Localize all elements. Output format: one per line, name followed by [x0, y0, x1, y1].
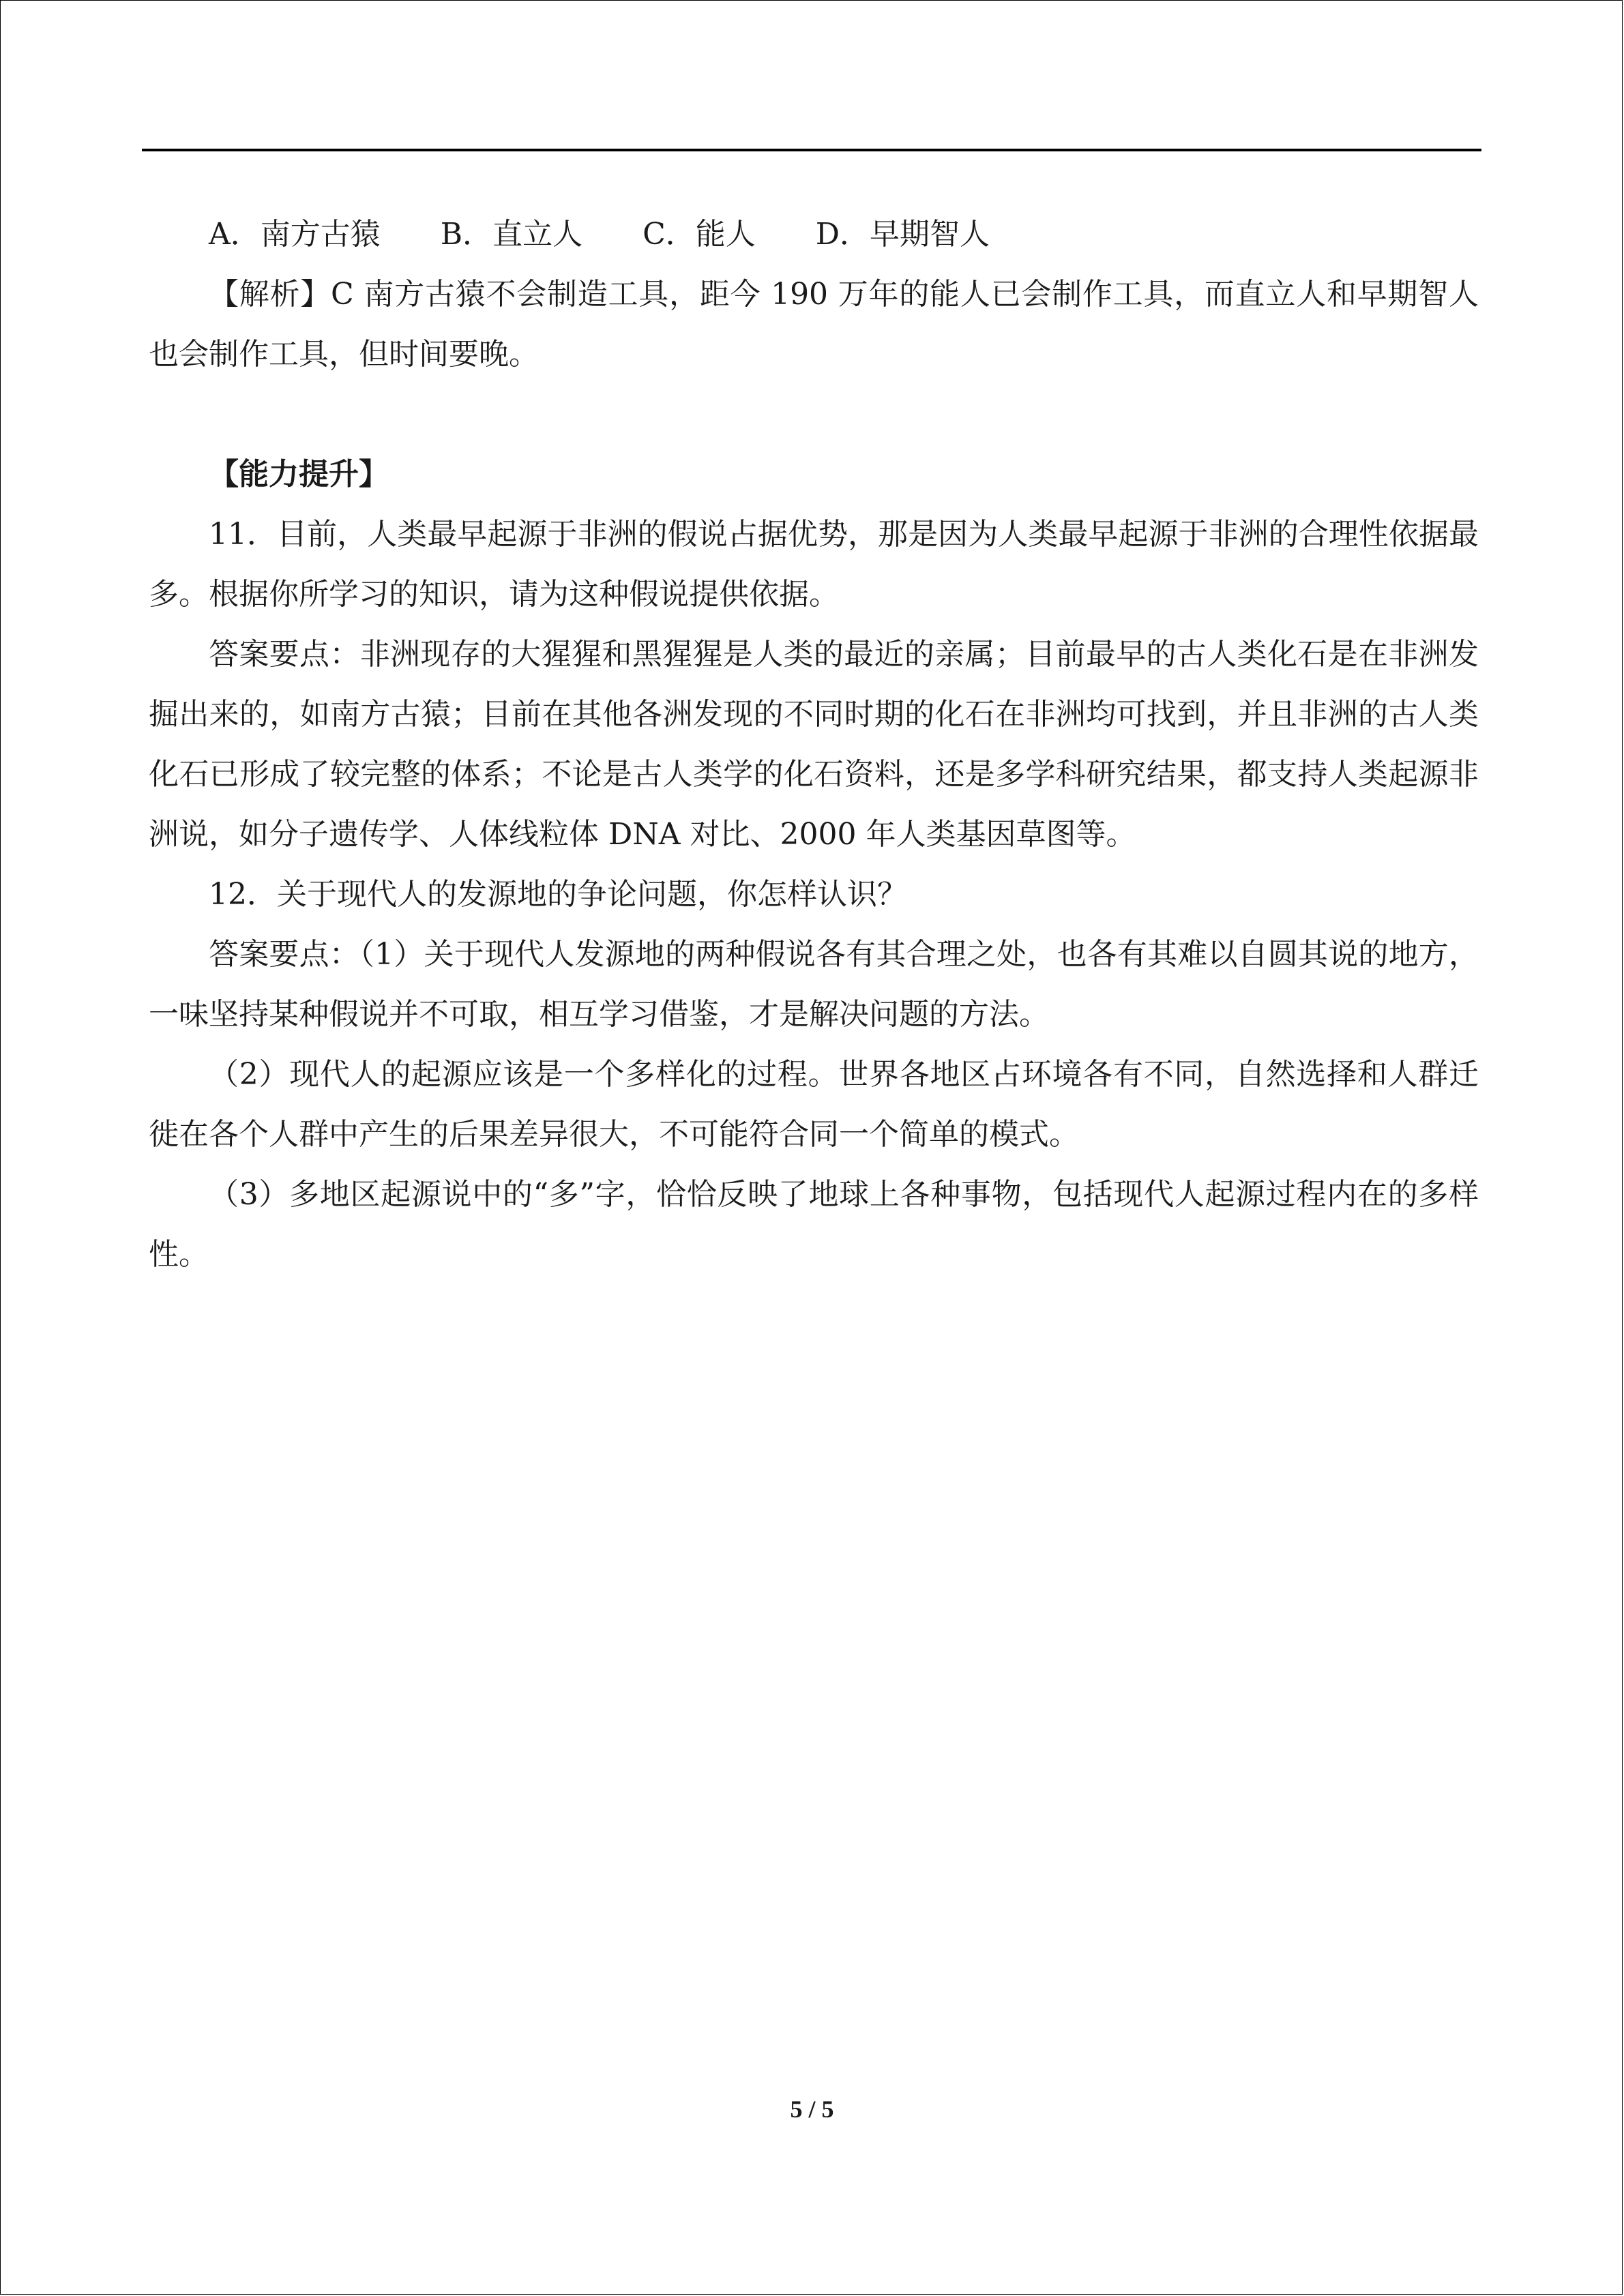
answer-12-part-2: （2）现代人的起源应该是一个多样化的过程。世界各地区占环境各有不同，自然选择和人群迁徙在各个人群中产生的后果差异很大，不可能符合同一个简单的模式。 — [149, 1057, 1479, 1152]
question-12: 12．关于现代人的发源地的争论问题，你怎样认识？ — [209, 877, 907, 912]
answer-12-part-3: （3）多地区起源说中的“多”字，恰恰反映了地球上各种事物，包括现代人起源过程内在的多样性。 — [149, 1177, 1479, 1272]
header-rule — [142, 149, 1481, 151]
section-title: 【能力提升】 — [209, 457, 389, 492]
answer-12-part-1: 答案要点：（1）关于现代人发源地的两种假说各有其合理之处，也各有其难以自圆其说的地方，一味坚持某种假说并不可取，相互学习借鉴，才是解决问题的方法。 — [149, 937, 1479, 1032]
spacer — [149, 385, 1479, 445]
question-10-options: A．南方古猿 B．直立人 C．能人 D．早期智人 — [209, 217, 990, 252]
question-10-analysis: 【解析】C 南方古猿不会制造工具，距今 190 万年的能人已会制作工具，而直立人和早期智人也会制作工具，但时间要晚。 — [149, 277, 1479, 372]
page-number: 5 / 5 — [790, 2096, 834, 2123]
question-11: 11．目前，人类最早起源于非洲的假说占据优势，那是因为人类最早起源于非洲的合理性依据最多。根据你所学习的知识，请为这种假说提供依据。 — [149, 517, 1479, 612]
answer-11: 答案要点：非洲现存的大猩猩和黑猩猩是人类的最近的亲属；目前最早的古人类化石是在非洲发掘出来的，如南方古猿；目前在其他各洲发现的不同时期的化石在非洲均可找到，并且非洲的古人类化石已形成了较完整的体系；不论是古人类学的化石资料，还是多学科研究结果，都支持人类起源非洲说，如分子遗传学、人体线粒体 DNA 对比、2000 年人类基因草图等。 — [149, 637, 1479, 852]
document-body — [149, 205, 1479, 1285]
